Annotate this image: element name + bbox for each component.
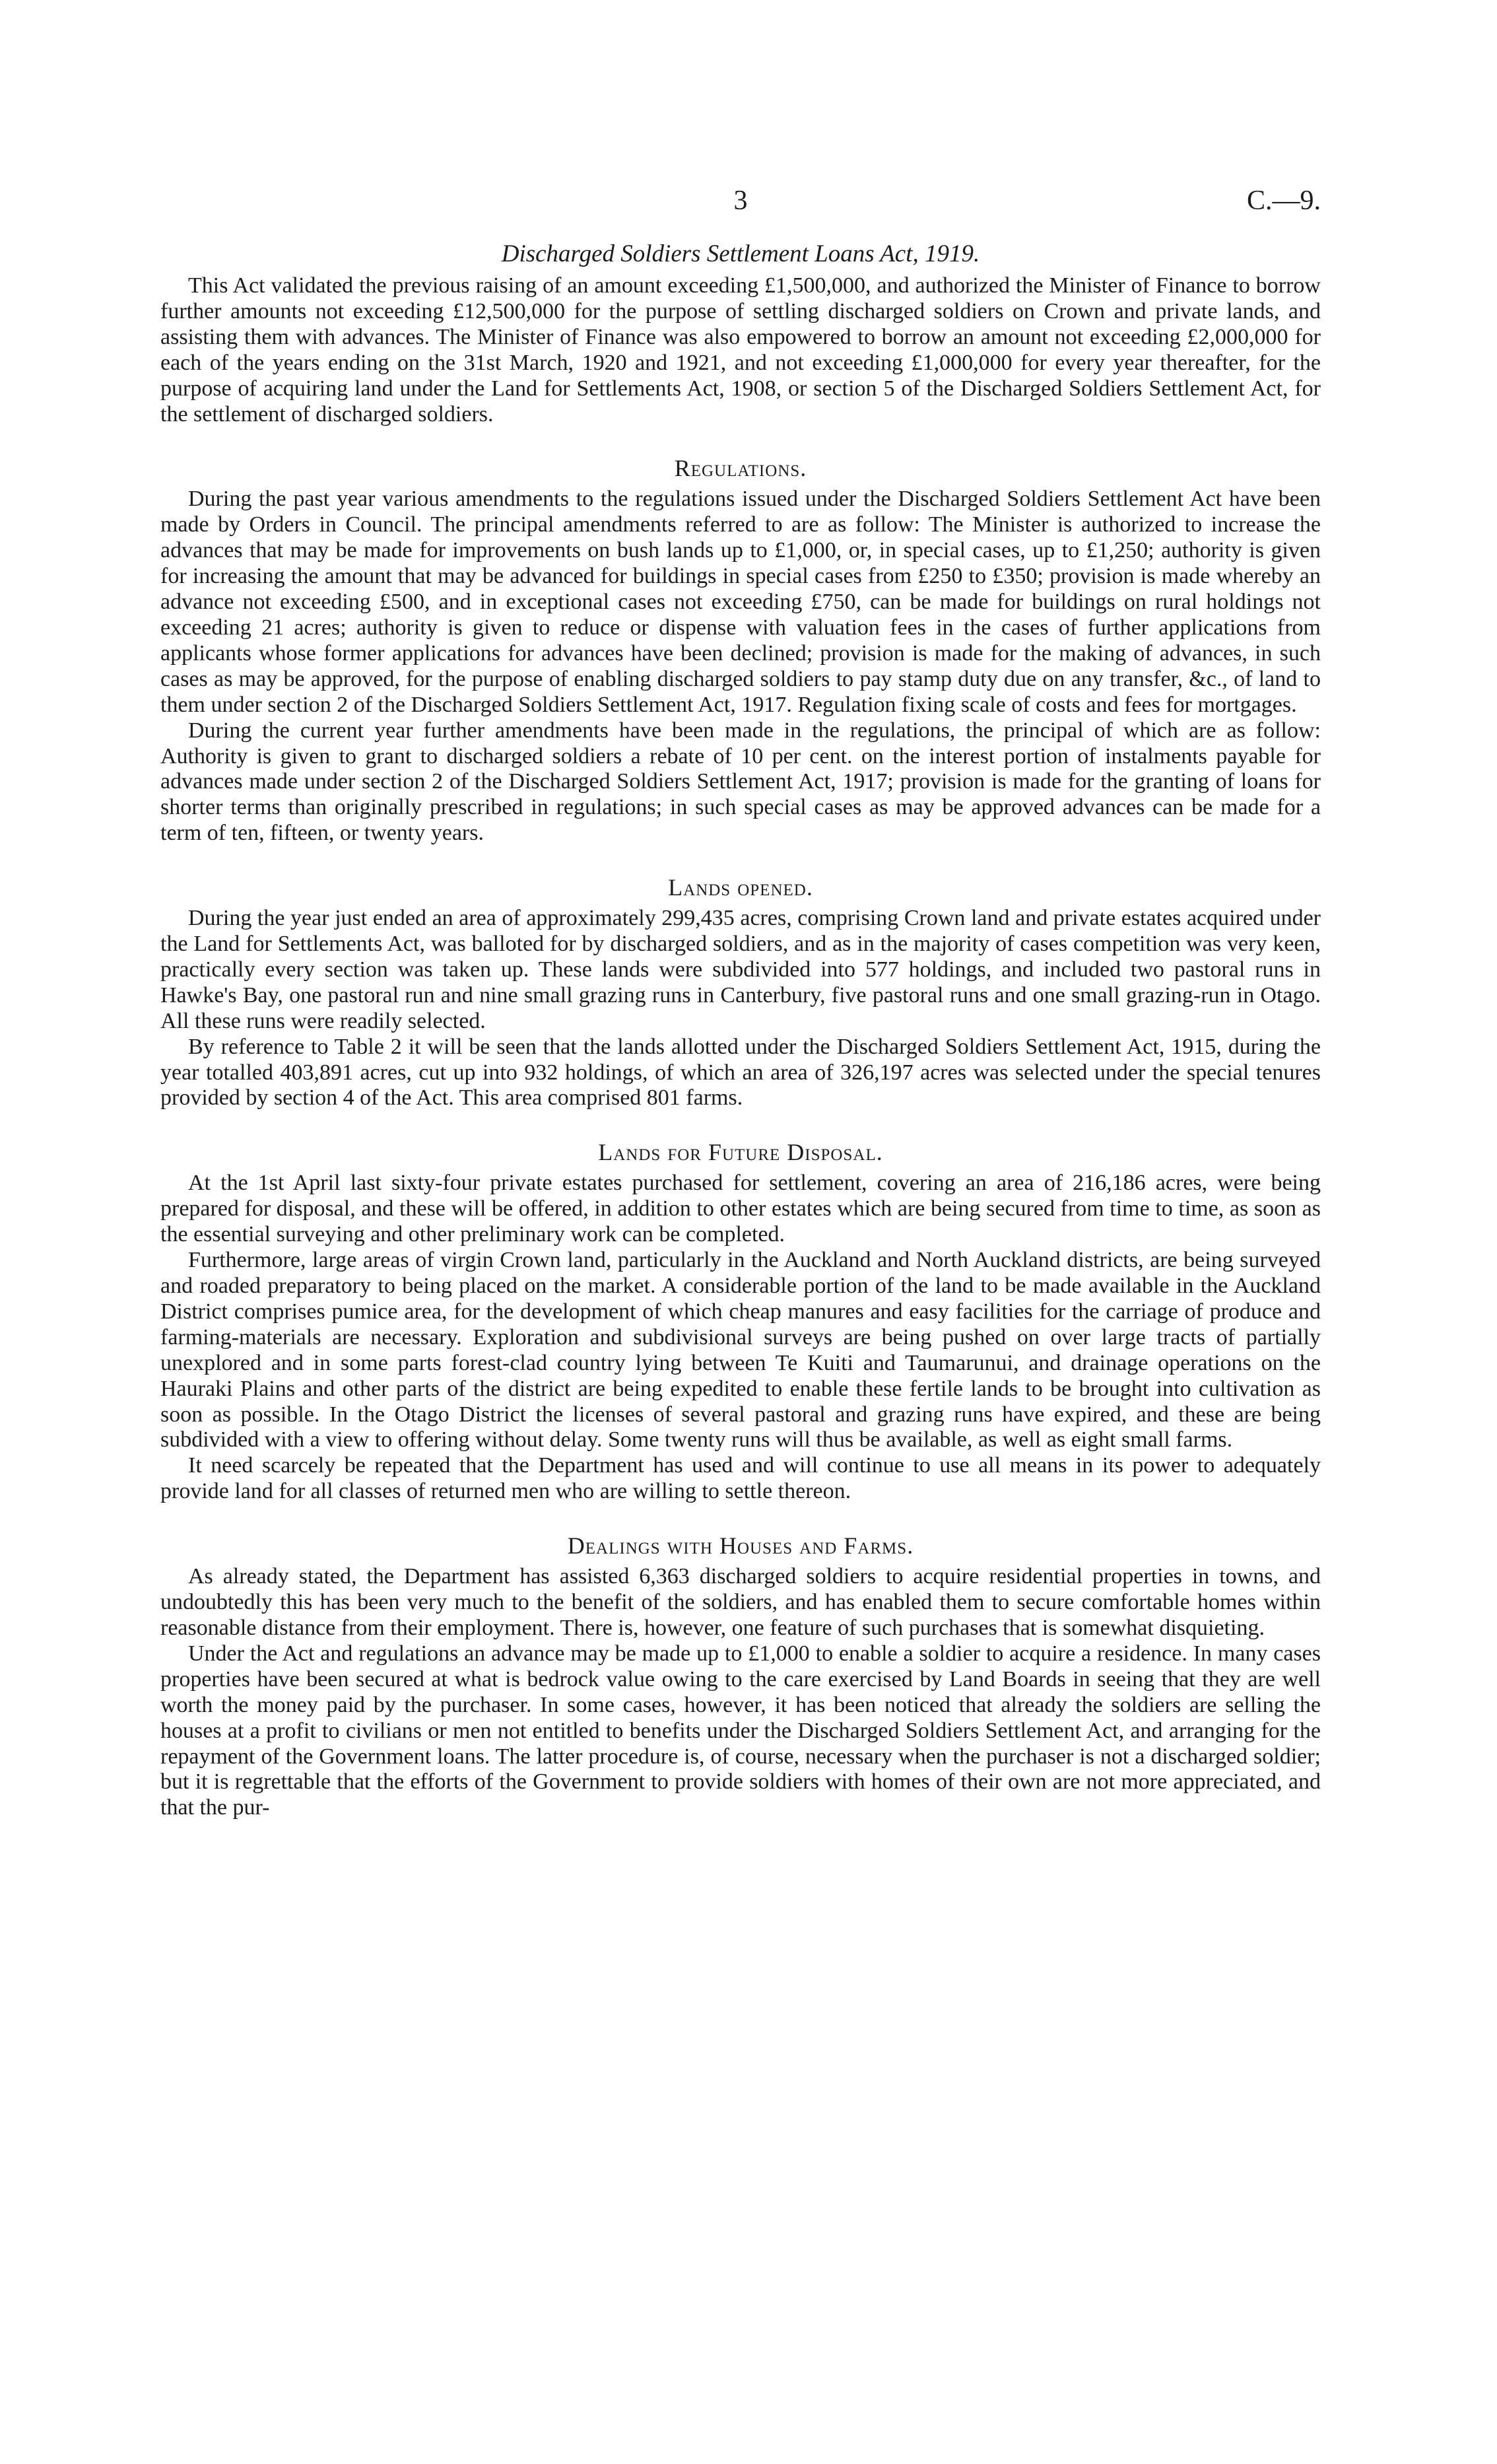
paragraph: During the year just ended an area of approximately 299,435 acres, comprising Crown land and private estates acquired under the Land for Settlements Act, was balloted for by discharged soldiers, and as in the majority of cases competition was very keen, practically every section was taken up. These lands were subdivided into 577 holdings, and included two pastoral runs in Hawke's Bay, one pastoral run and nine small grazing runs in Canterbury, five pastoral runs and one small grazing-run in Otago. All these runs were readily selected. <box>160 906 1321 1033</box>
paragraph: By reference to Table 2 it will be seen that the lands allotted under the Discharged Soldiers Settlement Act, 1915, during the year totalled 403,891 acres, cut up into 932 holdings, of which an area of 326,197 acres was selected under the special tenures provided by section 4 of the Act. This area comprised 801 farms. <box>160 1034 1321 1111</box>
section-heading-regulations: Regulations. <box>674 455 807 482</box>
document-page <box>160 185 1321 2416</box>
paragraph: As already stated, the Department has assisted 6,363 discharged soldiers to acquire residential properties in towns, and undoubtedly this has been very much to the benefit of the soldiers, and has enabled them to secure comfortable homes within reasonable distance from their employment. There is, however, one feature of such purchases that is somewhat disquieting. <box>160 1564 1321 1640</box>
paragraph: This Act validated the previous raising of an amount exceeding £1,500,000, and authorized the Minister of Finance to borrow further amounts not exceeding £12,500,000 for the purpose of settling discharged soldiers on Crown and private lands, and assisting them with advances. The Minister of Finance was also empowered to borrow an amount not exceeding £2,000,000 for each of the years ending on the 31st March, 1920 and 1921, and not exceeding £1,000,000 for every year thereafter, for the purpose of acquiring land under the Land for Settlements Act, 1908, or section 5 of the Discharged Soldiers Settlement Act, for the settlement of discharged soldiers. <box>160 273 1321 427</box>
paragraph: During the current year further amendments have been made in the regulations, the principal of which are as follow: Authority is given to grant to discharged soldiers a rebate of 10 per cent. on the interest portion of instalments payable for advances made under section 2 of the Discharged Soldiers Settlement Act, 1917; provision is made for the granting of loans for shorter terms than originally prescribed in regulations; in such special cases as may be approved advances can be made for a term of ten, fifteen, or twenty years. <box>160 718 1321 846</box>
paragraph: During the past year various amendments to the regulations issued under the Discharged Soldiers Settlement Act have been made by Orders in Council. The principal amendments referred to are as follow: The Minister is authorized to increase the advances that may be made for improvements on bush lands up to £1,000, or, in special cases, up to £1,250; authority is given for increasing the amount that may be advanced for buildings in special cases from £250 to £350; provision is made whereby an advance not exceeding £500, and in exceptional cases not exceeding £750, can be made for buildings on rural holdings not exceeding 21 acres; authority is given to reduce or dispense with valuation fees in the cases of further applications from applicants whose former applications for advances have been declined; provision is made for the making of advances, in such cases as may be approved, for the purpose of enabling discharged soldiers to pay stamp duty due on any transfer, &c., of land to them under section 2 of the Discharged Soldiers Settlement Act, 1917. Regulation fixing scale of costs and fees for mortgages. <box>160 487 1321 717</box>
section-heading-future-disposal: Lands for Future Disposal. <box>598 1139 883 1166</box>
paragraph: Furthermore, large areas of virgin Crown land, particularly in the Auckland and North Auckland districts, are being surveyed and roaded preparatory to being placed on the market. A considerable portion of the land to be made available in the Auckland District comprises pumice area, for the development of which cheap manures and easy facilities for the carriage of produce and farming-materials are necessary. Exploration and subdivisional surveys are being pushed on over large tracts of partially unexplored and in some parts forest-clad country lying between Te Kuiti and Taumarunui, and drainage operations on the Hauraki Plains and other parts of the district are being expedited to enable these fertile lands to be brought into cultivation as soon as possible. In the Otago District the licenses of several pastoral and grazing runs have expired, and these are being subdivided with a view to offering without delay. Some twenty runs will thus be available, as well as eight small farms. <box>160 1248 1321 1453</box>
section-title-act-1919: Discharged Soldiers Settlement Loans Act, 1919. <box>501 240 980 267</box>
page-number: 3 <box>733 186 748 216</box>
section-heading-houses-farms: Dealings with Houses and Farms. <box>567 1532 914 1559</box>
section-heading-lands-opened: Lands opened. <box>668 874 813 901</box>
paragraph: It need scarcely be repeated that the Department has used and will continue to use all means in its power to adequately provide land for all classes of returned men who are willing to settle thereon. <box>160 1453 1321 1504</box>
paragraph: At the 1st April last sixty-four private estates purchased for settlement, covering an area of 216,186 acres, were being prepared for disposal, and these will be offered, in addition to other estates which are being secured from time to time, as soon as the essential surveying and other preliminary work can be completed. <box>160 1171 1321 1247</box>
paragraph: Under the Act and regulations an advance may be made up to £1,000 to enable a soldier to acquire a residence. In many cases properties have been secured at what is bedrock value owing to the care exercised by Land Boards in seeing that they are well worth the money paid by the purchaser. In some cases, however, it has been noticed that already the soldiers are selling the houses at a profit to civilians or men not entitled to benefits under the Discharged Soldiers Settlement Act, and arranging for the repayment of the Government loans. The latter procedure is, of course, necessary when the purchaser is not a discharged soldier; but it is regrettable that the efforts of the Government to provide soldiers with homes of their own are not more appreciated, and that the pur- <box>160 1641 1321 1820</box>
running-head: C.—9. <box>1246 186 1321 216</box>
page-header <box>160 185 1321 227</box>
